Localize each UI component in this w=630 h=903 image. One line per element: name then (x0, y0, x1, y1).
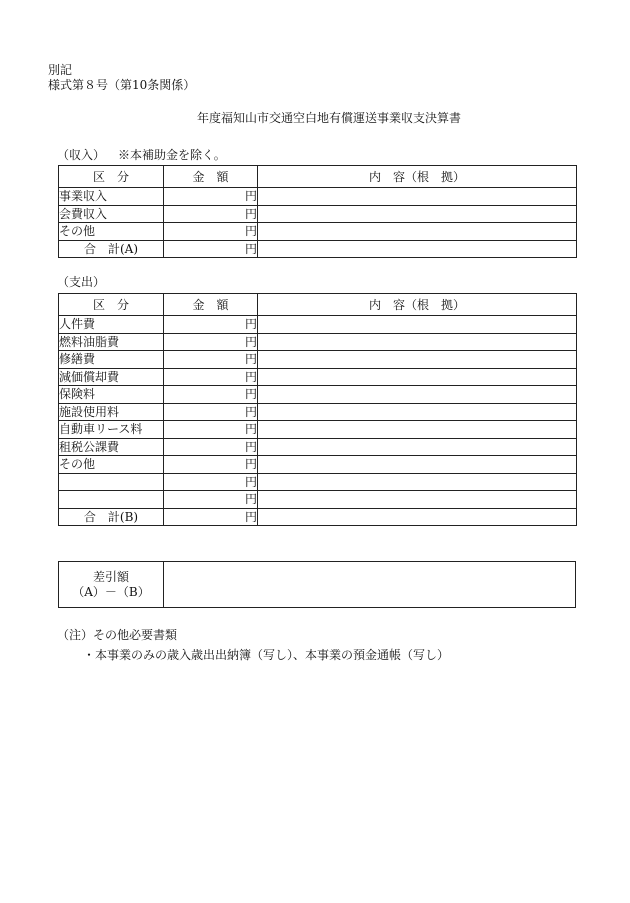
attachment-label: 別記 (48, 63, 73, 77)
expense-header-row (59, 294, 577, 316)
row-category: 減価償却費 (59, 368, 164, 386)
row-category: 事業収入 (59, 188, 164, 206)
row-basis-cell (258, 351, 577, 369)
row-amount-unit: 円 (164, 368, 258, 386)
difference-label: 差引額 (92, 569, 129, 584)
total-basis-cell (258, 240, 577, 258)
table-row (59, 491, 577, 509)
expense-total-row (59, 508, 577, 526)
difference-box (58, 561, 576, 608)
column-header-basis: 内 容（根 拠） (258, 294, 577, 316)
row-basis-cell (258, 205, 577, 223)
row-amount-unit: 円 (164, 188, 258, 206)
income-header-row (59, 166, 577, 188)
row-basis-cell (258, 188, 577, 206)
row-basis-cell (258, 421, 577, 439)
income-total-row (59, 240, 577, 258)
row-basis-cell (258, 473, 577, 491)
column-header-category: 区 分 (59, 166, 164, 188)
table-row (59, 456, 577, 474)
difference-label-cell (59, 562, 164, 607)
row-category: 会費収入 (59, 205, 164, 223)
row-amount-unit: 円 (164, 351, 258, 369)
table-row (59, 205, 577, 223)
row-category (59, 473, 164, 491)
difference-formula: （A）－（B） (72, 584, 150, 599)
row-basis-cell (258, 438, 577, 456)
row-basis-cell (258, 223, 577, 241)
row-amount-unit: 円 (164, 223, 258, 241)
row-basis-cell (258, 333, 577, 351)
column-header-amount: 金 額 (164, 166, 258, 188)
row-basis-cell (258, 386, 577, 404)
expense-table (58, 293, 577, 526)
row-amount-unit: 円 (164, 316, 258, 334)
row-amount-unit: 円 (164, 421, 258, 439)
row-basis-cell (258, 368, 577, 386)
row-amount-unit: 円 (164, 438, 258, 456)
income-table (58, 165, 577, 258)
row-category: その他 (59, 223, 164, 241)
income-note: ※本補助金を除く。 (118, 148, 226, 162)
income-section-label: （収入） (57, 148, 106, 162)
notes-item: ・本事業のみの歳入歳出出納簿（写し）、本事業の預金通帳（写し） (83, 648, 450, 662)
table-row (59, 223, 577, 241)
form-number: 様式第８号（第10条関係） (48, 78, 196, 92)
table-row (59, 333, 577, 351)
row-category: 燃料油脂費 (59, 333, 164, 351)
table-row (59, 438, 577, 456)
row-basis-cell (258, 491, 577, 509)
row-amount-unit: 円 (164, 473, 258, 491)
total-label: 合 計(A) (59, 240, 164, 258)
row-basis-cell (258, 403, 577, 421)
difference-value-cell (164, 562, 575, 607)
document-title: 年度福知山市交通空白地有償運送事業収支決算書 (197, 111, 462, 125)
column-header-amount: 金 額 (164, 294, 258, 316)
row-category: 施設使用料 (59, 403, 164, 421)
row-category: 修繕費 (59, 351, 164, 369)
row-category: 自動車リース料 (59, 421, 164, 439)
row-amount-unit: 円 (164, 456, 258, 474)
table-row (59, 473, 577, 491)
row-category: 租税公課費 (59, 438, 164, 456)
table-row (59, 421, 577, 439)
row-amount-unit: 円 (164, 205, 258, 223)
row-basis-cell (258, 316, 577, 334)
expense-section-label: （支出） (57, 275, 106, 289)
row-amount-unit: 円 (164, 386, 258, 404)
table-row (59, 351, 577, 369)
row-category (59, 491, 164, 509)
row-category: 保険料 (59, 386, 164, 404)
table-row (59, 316, 577, 334)
row-basis-cell (258, 456, 577, 474)
total-amount-unit: 円 (164, 240, 258, 258)
notes-heading: （注）その他必要書類 (57, 628, 178, 642)
total-label: 合 計(B) (59, 508, 164, 526)
row-category: 人件費 (59, 316, 164, 334)
total-basis-cell (258, 508, 577, 526)
column-header-basis: 内 容（根 拠） (258, 166, 577, 188)
row-amount-unit: 円 (164, 333, 258, 351)
table-row (59, 368, 577, 386)
table-row (59, 386, 577, 404)
row-amount-unit: 円 (164, 403, 258, 421)
total-amount-unit: 円 (164, 508, 258, 526)
table-row (59, 188, 577, 206)
column-header-category: 区 分 (59, 294, 164, 316)
table-row (59, 403, 577, 421)
row-amount-unit: 円 (164, 491, 258, 509)
row-category: その他 (59, 456, 164, 474)
